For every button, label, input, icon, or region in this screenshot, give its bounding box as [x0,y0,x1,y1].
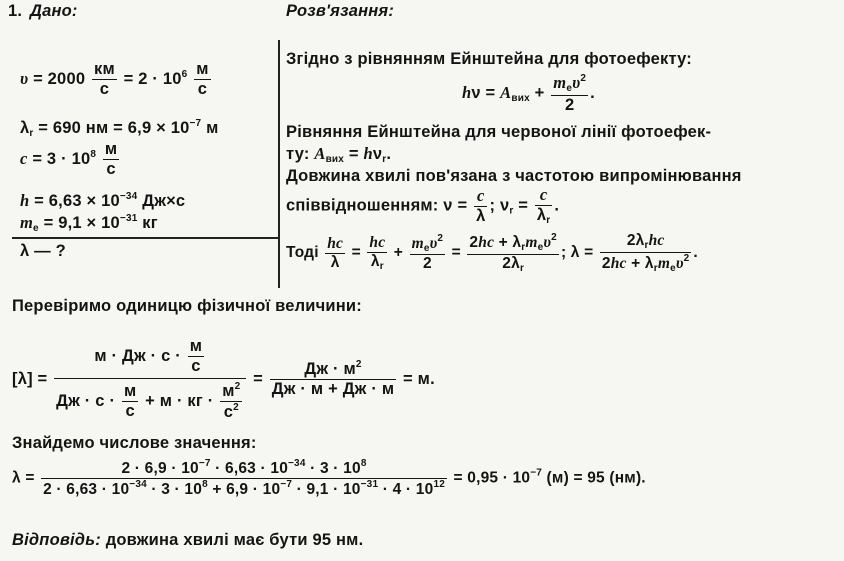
solution-line-5: Довжина хвилі пов'язана з частотою випромінювання [286,167,742,185]
given-light-speed: $c = 3 \cdot 10^8$ м с [20,140,118,178]
solution-line-1: Згідно з рівнянням Ейнштейна для фотоефекту: [286,50,693,68]
find-label: λ — ? [20,242,66,260]
solution-line-4: ту: $A_{вих} = h\nu_r$. [286,144,392,165]
given-wavelength: $\lambda_r = 690$ нм = $6,9 \times 10^{-7}$ м [20,118,219,139]
vertical-divider [278,40,280,288]
given-planck: $h = 6,63 \times 10^{-34}$ Дж×с [20,191,186,210]
solution-line-6: співвідношенням: ν = $\frac{c}{\lambda}$ ; $\nu_r$ = $\frac{c}{\lambda_r}$ . [286,185,560,226]
given-divider [12,237,278,239]
solution-title: Розв'язання: [286,2,395,20]
einstein-equation: $h\nu = A_{вих}$ + $m_e\upsilon^2$ 2 . [462,73,595,114]
given-velocity: υ = 2000 км с = $2 \cdot 10^6$ м с [20,60,209,98]
given-mass: $m_e = 9,1 \times 10^{-31}$ кг [20,213,158,234]
numeric-title: Знайдемо числове значення: [12,434,257,452]
solution-line-3: Рівняння Ейнштейна для червоної лінії фотоефек- [286,123,712,141]
numeric-equation: λ = $2 \cdot 6,9 \cdot 10^{-7} \cdot 6,63 \cdot 10^{-34} \cdot 3 \cdot 10^8$ $2 \cdot 6,63 \cdot 10^{-34} \cdot 3 \cdot 10^8 + 6,9 \cdot 10^{-7} \cdot 9,1 \cdot 10^{-31} \cdot 4 \cdot 10^{12}$ = $0,95 \cdot 10^{-7}$ (м) = 95 (нм). [12,458,646,498]
unit-check-equation: [λ] = м · Дж · с · м с Дж · с · м с + м · кг · $м^2$ $с^2$ = Дж · $м^2$ Дж · м + Дж · м = м. [12,337,435,421]
solution-line-7: Тоді $\frac{hc}{\lambda}$ = $\frac{hc}{\lambda_r}$ + $m_e\upsilon^2$ 2 = $2hc + \lambda_rm_e\upsilon^2$ $2\lambda_r$ ; λ = $2\lambda_rhc$ $2hc + \lambda_rm_e\upsilon^2$ . [286,232,698,274]
given-title: Дано: [30,2,78,20]
answer: Відповідь: довжина хвилі має бути 95 нм. [12,531,364,549]
problem-number: 1. [8,2,23,20]
check-title: Перевіримо одиницю фізичної величини: [12,297,362,315]
